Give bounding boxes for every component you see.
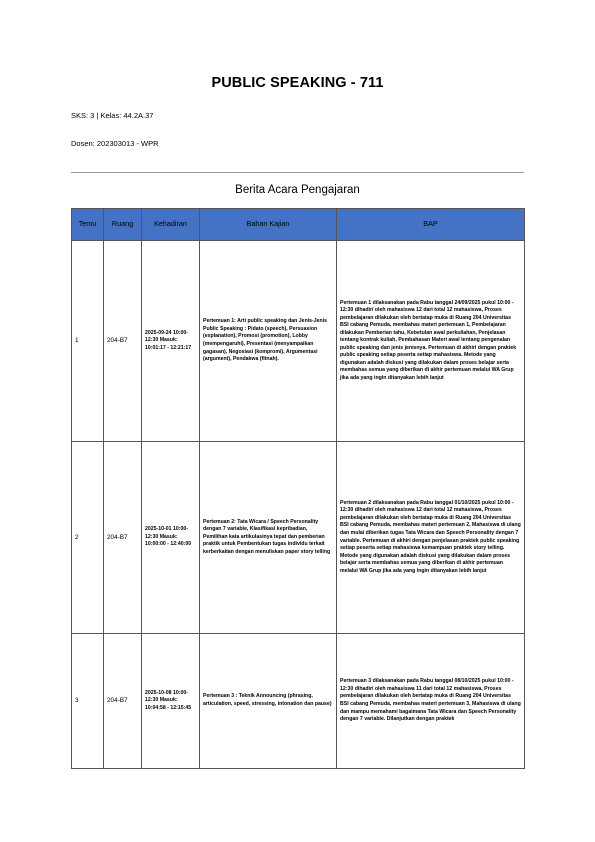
table-row: [72, 241, 525, 442]
cell-temu: 3: [72, 634, 104, 769]
table-row: [72, 634, 525, 769]
header-bahan-kajian: Bahan Kajian: [200, 209, 337, 241]
course-meta-dosen: Dosen: 202303013 - WPR: [71, 139, 159, 148]
cell-ruang: 204-B7: [104, 442, 142, 634]
cell-bahan-kajian: Pertemuan 1: Arti public speaking dan Jenis-Jenis Public Speaking : Pidato (speech), Persuasion (explanation), Promosi (promotion), Lobby (mempengaruhi), Presentasi (menyampaikan gagasan), Negosiasi (kompromi), Argumentasi (argument), Pendakwa (fitnah).: [200, 241, 337, 442]
header-kehadiran: Kehadiran: [142, 209, 200, 241]
cell-ruang: 204-B7: [104, 634, 142, 769]
cell-bap: Pertemuan 2 dilaksanakan pada Rabu tanggal 01/10/2025 pukul 10:00 - 12:30 dihadiri oleh mahasiswa 12 dari total 12 mahasiswa, Proses pembelajaran dilakukan oleh bertatap muka di Ruang 204 Universitas BSI cabang Pemuda, membahas materi pertemuan 2, Mahasiswa di ulang dan mulai diberikan tugas Tata Wicara dan Speech Personality dengan 7 variable. Pertemuan di akhiri dengan penjelasan praktek public speaking setiap peserta setiap mahasiswa kemampuan praktek story telling. Metode yang digunakan adalah diskusi yang dilakukan dalam proses belajar serta membahas semua yang diberikan di akhir pertemuan melalui WA Grup jika ada yang ingin ditanyakan lebih lanjut: [337, 442, 525, 634]
cell-kehadiran: 2025-10-08 10:00-12:30 Masuk: 10:04:58 - 12:15:45: [142, 634, 200, 769]
header-bap: BAP: [337, 209, 525, 241]
cell-kehadiran: 2025-09-24 10:00-12:30 Masuk: 10:01:17 - 12:21:17: [142, 241, 200, 442]
cell-bahan-kajian: Pertemuan 3 : Teknik Announcing (phrasing, articulation, speed, stressing, intonation dan pause): [200, 634, 337, 769]
cell-temu: 2: [72, 442, 104, 634]
header-temu: Temu: [72, 209, 104, 241]
table-row: [72, 442, 525, 634]
section-title: Berita Acara Pengajaran: [235, 184, 360, 196]
horizontal-divider: [71, 172, 524, 173]
course-meta-sks-kelas: SKS: 3 | Kelas: 44.2A.37: [71, 111, 154, 120]
table-header-row: [72, 209, 525, 241]
cell-bahan-kajian: Pertemuan 2: Tata Wicara / Speech Personality dengan 7 variable, Klasifikasi kepribadian, Pemilihan kata artikulasinya tepat dan pemberian praktik untuk Pembentukan tugas individu terkait kerberkaitan dengan menuliskan paper story telling: [200, 442, 337, 634]
cell-kehadiran: 2025-10-01 10:00-12:30 Masuk: 10:00:00 - 12:40:00: [142, 442, 200, 634]
cell-ruang: 204-B7: [104, 241, 142, 442]
cell-bap: Pertemuan 1 dilaksanakan pada Rabu tanggal 24/09/2025 pukul 10:00 - 12:30 dihadiri oleh mahasiswa 12 dari total 12 mahasiswa, Proses pembelajaran dilakukan oleh bertatap muka di Ruang 204 Universitas BSI cabang Pemuda, membahas materi pertemuan 1, Pembelajaran dilakukan Pemberian tahu, Kebetulan awal perkuliahan, Penjelasan tentang kontrak kuliah, Pembahasan Materi awal tentang pengenalan public speaking dan jenis jenisnya. Pertemuan di akhiri dengan praktek public speaking setiap peserta setiap mahasiswa. Metode yang digunakan adalah diskusi yang dilakukan dalam proses belajar serta membahas semua yang diberikan di akhir pertemuan melalui WA Grup jika ada yang ingin ditanyakan lebih lanjut: [337, 241, 525, 442]
header-ruang: Ruang: [104, 209, 142, 241]
document-title: PUBLIC SPEAKING - 711: [211, 75, 384, 91]
cell-temu: 1: [72, 241, 104, 442]
bap-table: [71, 208, 525, 769]
cell-bap: Pertemuan 3 dilaksanakan pada Rabu tanggal 08/10/2025 pukul 10:00 - 12:30 dihadiri oleh mahasiswa 11 dari total 12 mahasiswa, Proses pembelajaran dilakukan oleh bertatap muka di Ruang 204 Universitas BSI cabang Pemuda, membahas materi pertemuan 3, Mahasiswa di ulang dan mampu memahami bagaimana Tata Wicara dan Speech Personality dengan 7 variable. Dilanjutkan dengan praktek: [337, 634, 525, 769]
